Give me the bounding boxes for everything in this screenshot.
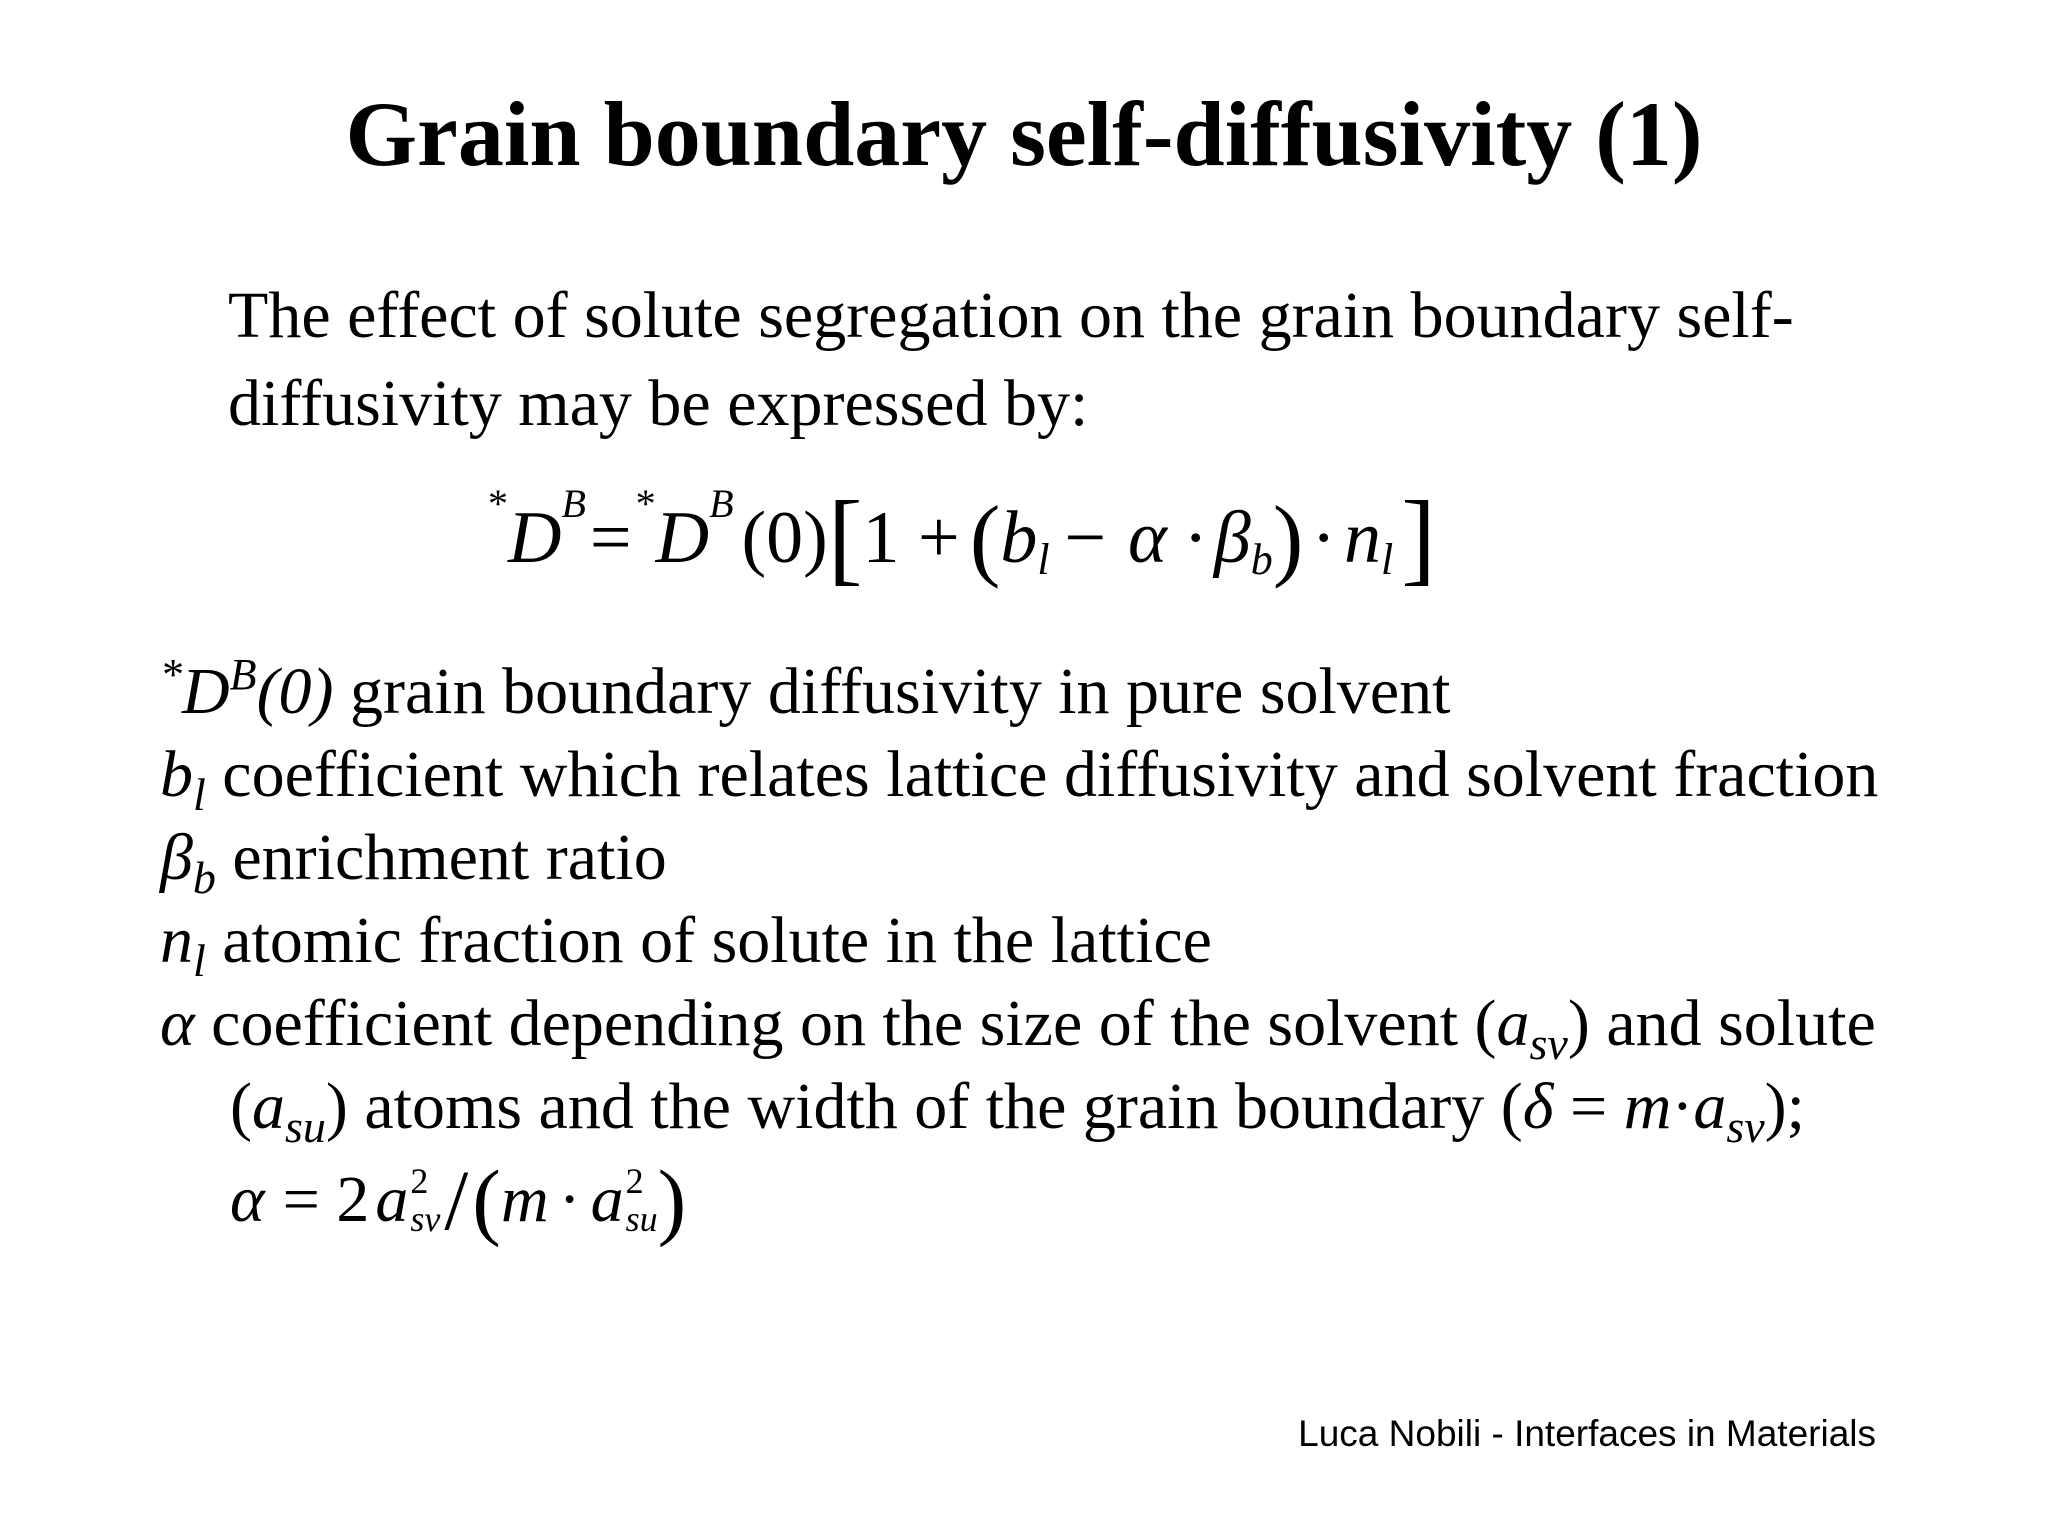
intro-line-1: The effect of solute segregation on the grain boundary self- [228, 279, 1794, 352]
definition-bl: $b_l$ coefficient which relates lattice diffusivity and solvent fraction [160, 738, 1879, 820]
definition-alpha: α coefficient depending on the size of the solvent $(a_{sv})$ and solute [160, 987, 1876, 1069]
definitions-list [160, 650, 2000, 1152]
alpha-formula: α = 2 a 2 sv / ( m · a 2 su ) [230, 1152, 687, 1248]
slide-title: Grain boundary self-diffusivity (1) [345, 83, 1703, 185]
intro-line-2: diffusivity may be expressed by: [228, 367, 1089, 440]
definition-beta: $\beta_b$ enrichment ratio [160, 821, 667, 903]
definition-db0: $^*D^B(0)$ grain boundary diffusivity in pure solvent [160, 650, 1451, 728]
definition-alpha-continued: $(a_{su})$ atoms and the width of the grain boundary $(\delta = m\cdot a_{sv})$; [230, 1070, 1805, 1152]
intro-paragraph [228, 272, 1888, 448]
diffusivity-equation: * D B = * D B (0) [ 1 + ( b l − α · β b ) · n l ] [488, 480, 1436, 595]
definition-nl: $n_l$ atomic fraction of solute in the lattice [160, 904, 1212, 986]
footer-credit: Luca Nobili - Interfaces in Materials [1298, 1413, 1876, 1454]
